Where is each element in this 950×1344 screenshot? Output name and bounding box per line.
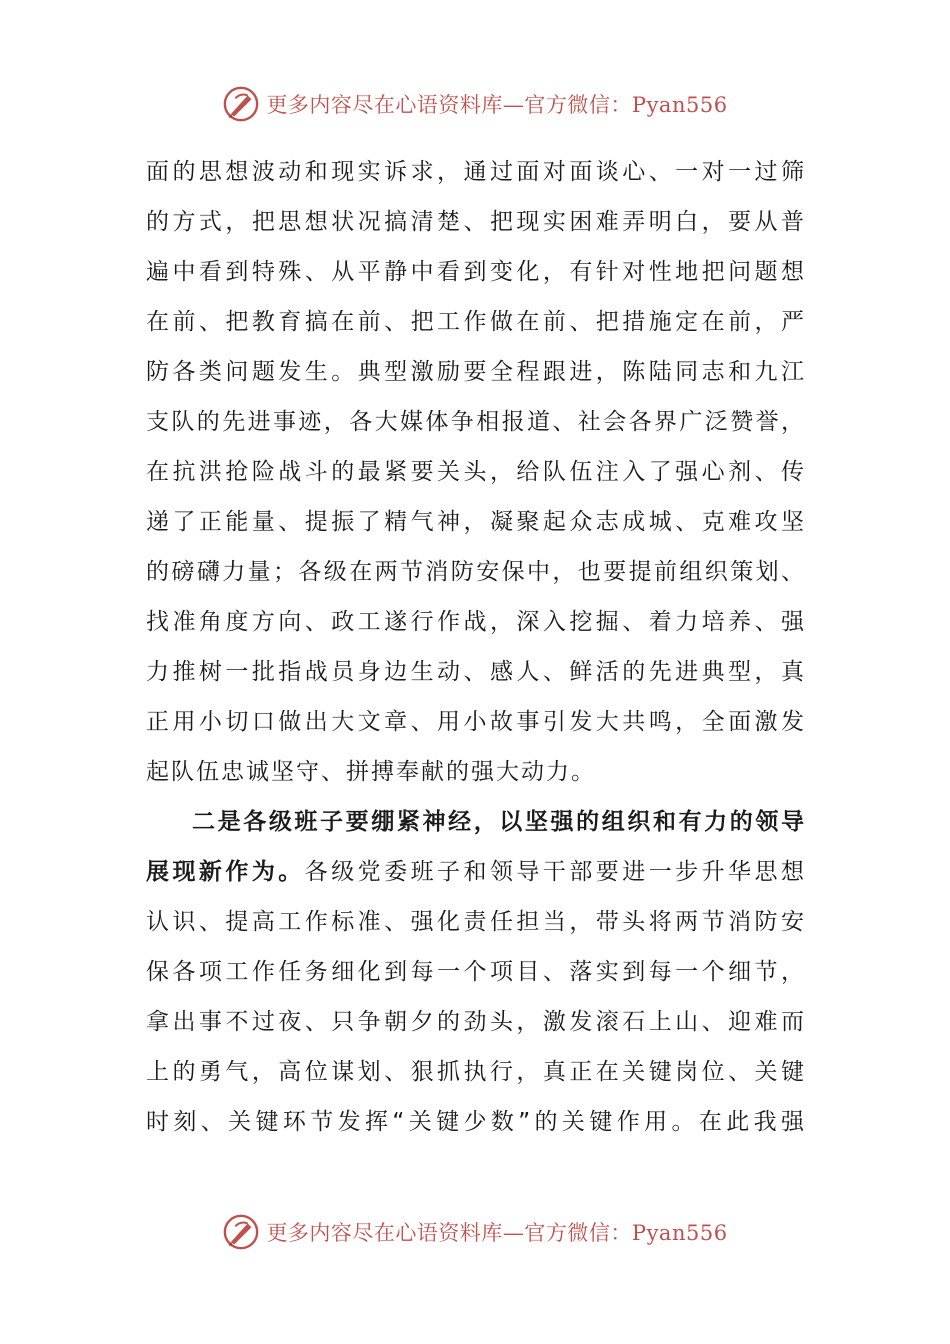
pen-logo-icon bbox=[222, 85, 260, 123]
footer-banner bbox=[0, 1210, 950, 1254]
header-banner bbox=[0, 82, 950, 126]
text-line: 力推树一批指战员身边生动、感人、鲜活的先进典型，真 bbox=[146, 659, 806, 685]
text-line: 面的思想波动和现实诉求，通过面对面谈心、一对一过筛 bbox=[146, 159, 806, 185]
text-line: 递了正能量、提振了精气神，凝聚起众志成城、克难攻坚 bbox=[146, 509, 806, 535]
text-line: 拿出事不过夜、只争朝夕的劲头，激发滚石上山、迎难而 bbox=[146, 1009, 806, 1035]
text-line: 在抗洪抢险战斗的最紧要关头，给队伍注入了强心剂、传 bbox=[146, 459, 806, 485]
text-line: 认识、提高工作标准、强化责任担当，带头将两节消防安 bbox=[146, 909, 806, 935]
text-line: 的方式，把思想状况搞清楚、把现实困难弄明白，要从普 bbox=[146, 209, 806, 235]
text-line: 正用小切口做出大文章、用小故事引发大共鸣，全面激发 bbox=[146, 709, 806, 735]
section-heading-end: 展现新作为。 bbox=[146, 859, 305, 885]
text-line: 的磅礴力量；各级在两节消防安保中，也要提前组织策划、 bbox=[146, 559, 806, 585]
section-heading: 二是各级班子要绷紧神经，以坚强的组织和有力的领导 bbox=[192, 809, 806, 835]
text-line: 找准角度方向、政工遂行作战，深入挖掘、着力培养、强 bbox=[146, 609, 806, 635]
text-line bbox=[146, 847, 806, 897]
text-line: 遍中看到特殊、从平静中看到变化，有针对性地把问题想 bbox=[146, 259, 806, 285]
header-text: 更多内容尽在心语资料库—官方微信：Pyan556 bbox=[266, 93, 728, 117]
text-line: 上的勇气，高位谋划、狠抓执行，真正在关键岗位、关键 bbox=[146, 1059, 806, 1085]
document-body bbox=[146, 147, 806, 1147]
text-span: 各级党委班子和领导干部要进一步升华思想 bbox=[304, 859, 807, 885]
text-line: 时刻、关键环节发挥“关键少数”的关键作用。在此我强 bbox=[146, 1109, 806, 1135]
text-line: 防各类问题发生。典型激励要全程跟进，陈陆同志和九江 bbox=[146, 359, 806, 385]
text-line: 在前、把教育搞在前、把工作做在前、把措施定在前，严 bbox=[146, 309, 806, 335]
footer-text: 更多内容尽在心语资料库—官方微信：Pyan556 bbox=[266, 1221, 728, 1245]
text-line: 支队的先进事迹，各大媒体争相报道、社会各界广泛赞誉， bbox=[146, 409, 806, 435]
text-line: 保各项工作任务细化到每一个项目、落实到每一个细节， bbox=[146, 959, 806, 985]
text-line: 起队伍忠诚坚守、拼搏奉献的强大动力。 bbox=[146, 759, 596, 785]
pen-logo-icon bbox=[222, 1213, 260, 1251]
